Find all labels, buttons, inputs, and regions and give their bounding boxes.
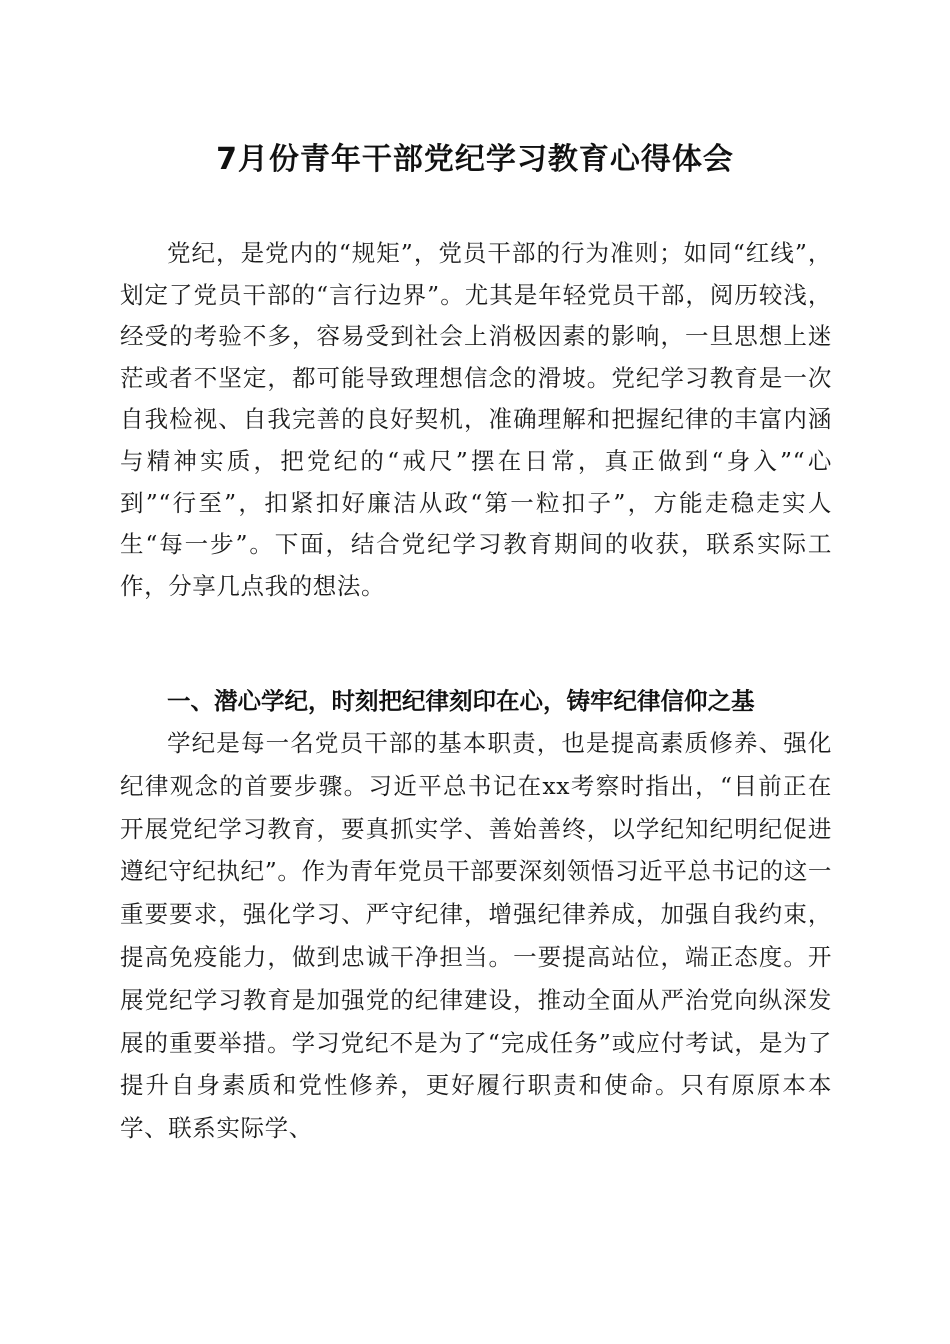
intro-paragraph: 党纪，是党内的“规矩”，党员干部的行为准则；如同“红线”，划定了党员干部的“言行边界”。尤其是年轻党员干部，阅历较浅，经受的考验不多，容易受到社会上消极因素的影响，一旦思想上迷茫或者不坚定，都可能导致理想信念的滑坡。党纪学习教育是一次自我检视、自我完善的良好契机，准确理解和把握纪律的丰富内涵与精神实质，把党纪的“戒尺”摆在日常，真正做到“身入”“心到”“行至”，扣紧扣好廉洁从政“第一粒扣子”，方能走稳走实人生“每一步”。下面，结合党纪学习教育期间的收获，联系实际工作，分享几点我的想法。 xyxy=(120,239,832,600)
section-paragraph: 学纪是每一名党员干部的基本职责，也是提高素质修养、强化纪律观念的首要步骤。习近平总书记在xx考察时指出，“目前正在开展党纪学习教育，要真抓实学、善始善终，以学纪知纪明纪促进遵纪守纪执纪”。作为青年党员干部要深刻领悟习近平总书记的这一重要要求，强化学习、严守纪律，增强纪律养成，加强自我约束，提高免疫能力，做到忠诚干净担当。一要提高站位，端正态度。开展党纪学习教育是加强党的纪律建设，推动全面从严治党向纵深发展的重要举措。学习党纪不是为了“完成任务”或应付考试，是为了提升自身素质和党性修养，更好履行职责和使命。只有原原本本学、联系实际学、 xyxy=(120,729,832,1143)
document-title: 7月份青年干部党纪学习教育心得体会 xyxy=(216,142,734,177)
section-heading: 一、潜心学纪，时刻把纪律刻印在心，铸牢纪律信仰之基 xyxy=(167,687,755,715)
